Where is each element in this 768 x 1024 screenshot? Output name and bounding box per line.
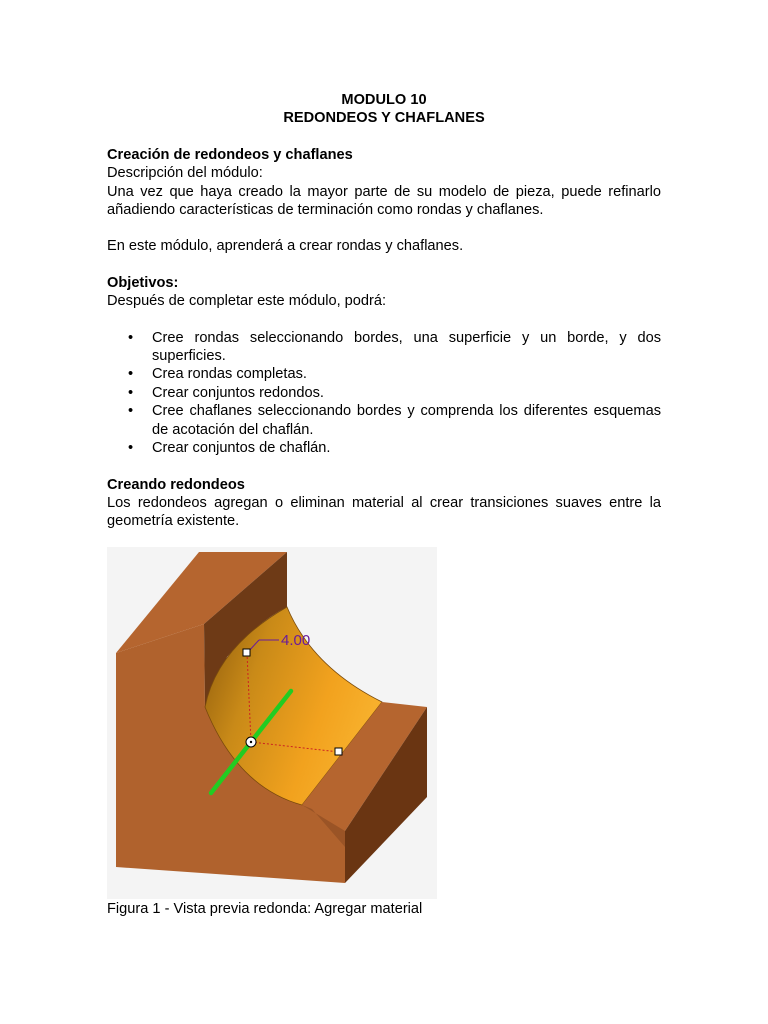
figure-caption: Figura 1 - Vista previa redonda: Agregar material <box>107 900 423 917</box>
drag-handle[interactable] <box>243 649 250 656</box>
drag-handle[interactable] <box>335 748 342 755</box>
module-title: REDONDEOS Y CHAFLANES <box>283 110 485 127</box>
list-item: • Cree chaflanes seleccionando bordes y comprenda los diferentes esquemas de acotación del chaflán. <box>107 402 661 439</box>
list-item: • Cree rondas seleccionando bordes, una superficie y un borde, y dos superficies. <box>107 329 661 366</box>
module-description-label: Descripción del módulo: <box>107 165 263 182</box>
objectives-heading: Objetivos: <box>107 274 179 291</box>
list-item: • Crear conjuntos de chaflán. <box>107 439 661 457</box>
objectives-intro: Después de completar este módulo, podrá: <box>107 293 387 310</box>
rounds-heading: Creando redondeos <box>107 476 245 493</box>
center-handle-dot <box>250 741 252 743</box>
module-intro-paragraph: En este módulo, aprenderá a crear rondas y chaflanes. <box>107 238 464 255</box>
list-item: • Crea rondas completas. <box>107 365 661 383</box>
dimension-value: 4.00 <box>281 631 311 649</box>
cad-model-illustration <box>107 547 437 899</box>
fillet-preview-figure <box>107 547 437 899</box>
rounds-paragraph: Los redondeos agregan o eliminan material al crear transiciones suaves entre la geometría existente. <box>107 494 661 530</box>
section-heading: Creación de redondeos y chaflanes <box>107 146 353 163</box>
objectives-list <box>107 329 661 458</box>
document-page <box>107 91 661 918</box>
description-paragraph: Una vez que haya creado la mayor parte de su modelo de pieza, puede refinarlo añadiendo características de terminación como rondas y chaflanes. <box>107 183 661 219</box>
module-number: MODULO 10 <box>341 92 427 108</box>
list-item: • Crear conjuntos redondos. <box>107 384 661 402</box>
